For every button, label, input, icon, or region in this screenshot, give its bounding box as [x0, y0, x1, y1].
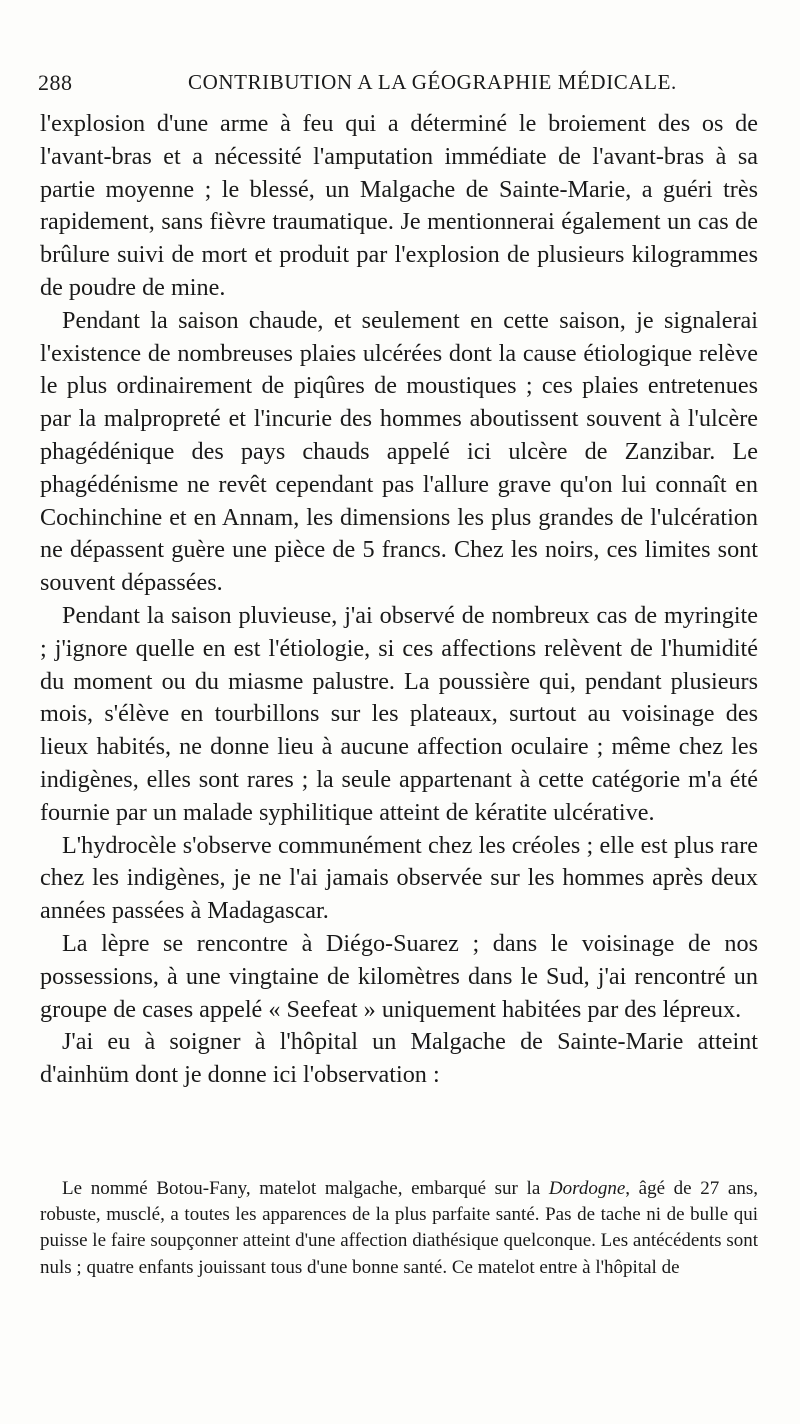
page-header: [38, 70, 762, 100]
paragraph-hydrocele: L'hydrocèle s'observe communément chez les créoles ; elle est plus rare chez les indigènes, je ne l'ai jamais observée sur les hommes après deux années passées à Madagascar.: [40, 831, 758, 925]
paragraph-leprosy: La lèpre se rencontre à Diégo-Suarez ; dans le voisinage de nos possessions, à une vingtaine de kilomètres dans le Sud, j'ai rencontré un groupe de cases appelé « Seefeat » uniquement habitées par des lépreux.: [40, 929, 758, 1023]
page-number: 288: [38, 70, 73, 95]
observation-paragraph: [40, 1176, 758, 1281]
paragraph-ainhum-intro: J'ai eu à soigner à l'hôpital un Malgache de Sainte-Marie atteint d'ainhüm dont je donne ici l'observation :: [40, 1028, 758, 1089]
paragraph-explosion: l'explosion d'une arme à feu qui a déterminé le broiement des os de l'avant-bras et a nécessité l'amputation immédiate de l'avant-bras à sa partie moyenne ; le blessé, un Malgache de Sainte-Marie, a guéri très rapidement, sans fièvre traumatique. Je mentionnerai également un cas de brûlure suivi de mort et produit par l'explosion de plusieurs kilogrammes de poudre de mine.: [40, 110, 758, 301]
paragraph-ulcers: Pendant la saison chaude, et seulement en cette saison, je signalerai l'existence de nombreuses plaies ulcérées dont la cause étiologique relève le plus ordinairement de piqûres de moustiques ; ces plaies entretenues par la malpropreté et l'incurie des hommes aboutissent souvent à l'ulcère phagédénique des pays chauds appelé ici ulcère de Zanzibar. Le phagédénisme ne revêt cependant pas l'allure grave qu'on lui connaît en Cochinchine et en Annam, les dimensions les plus grandes de l'ulcération ne dépassent guère une pièce de 5 francs. Chez les noirs, ces limites sont souvent dépassées.: [40, 306, 758, 597]
body-text: [40, 108, 758, 1092]
observation-text-start: Le nommé Botou-Fany, matelot malgache, embarqué sur la: [62, 1178, 549, 1199]
running-title: CONTRIBUTION A LA GÉOGRAPHIE MÉDICALE.: [188, 70, 677, 94]
observation-text: [40, 1176, 758, 1281]
paragraph-myringitis: Pendant la saison pluvieuse, j'ai observé de nombreux cas de myringite ; j'ignore quelle en est l'étiologie, si ces affections relèvent de l'humidité du moment ou du miasme palustre. La poussière qui, pendant plusieurs mois, s'élève en tourbillons sur les plateaux, surtout au voisinage des lieux habités, ne donne lieu à aucune affection oculaire ; même chez les indigènes, elles sont rares ; la seule appartenant à cette catégorie m'a été fournie par un malade syphilitique atteint de kératite ulcérative.: [40, 601, 758, 826]
ship-name: Dordogne: [548, 1178, 626, 1199]
observation-text-rest: , âgé de 27 ans, robuste, musclé, a toutes les apparences de la plus parfaite santé. Pas de tache ni de bulle qui puisse le faire soupçonner atteint d'une affection diathésique quelconque. Les antécédents sont nuls ; quatre enfants jouissant tous d'une bonne santé. Ce matelot entre à l'hôpital de: [40, 1178, 758, 1278]
